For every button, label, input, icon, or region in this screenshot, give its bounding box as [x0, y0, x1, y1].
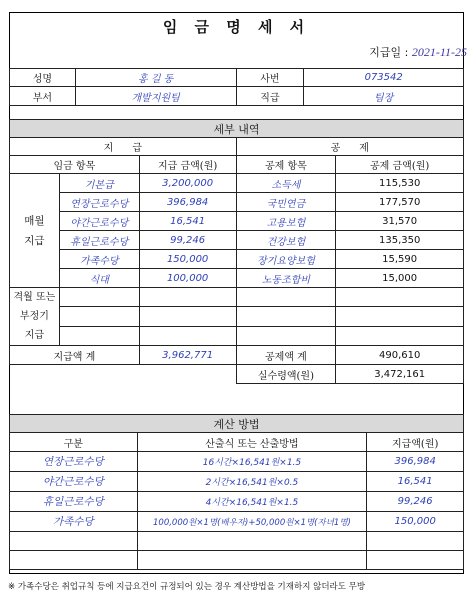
total-deduction-amount: 490,610 [336, 346, 464, 365]
empty-cell [236, 326, 336, 345]
employee-name: 홍 길 동 [75, 69, 236, 87]
deduction-item-amount: 135,350 [336, 231, 464, 250]
calc-amount: 396,984 [367, 452, 464, 472]
employee-number: 073542 [304, 69, 464, 87]
name-label: 성명 [10, 69, 76, 87]
net-pay-amount: 3,472,161 [336, 365, 464, 384]
deduction-item-column: 공제 항목 [236, 156, 336, 174]
pay-item-amount: 100,000 [139, 269, 236, 288]
detail-section-header: 세부 내역 [10, 120, 464, 138]
calc-category: 야간근로수당 [10, 472, 138, 492]
empty-cell [139, 288, 236, 307]
empty-cell [367, 551, 464, 570]
empty-cell [59, 307, 139, 326]
calc-method: 4시간×16,541원×1.5 [137, 492, 367, 512]
deduction-item-name: 국민연금 [236, 193, 336, 212]
deduction-item-amount: 115,530 [336, 174, 464, 193]
deduction-item-amount: 31,570 [336, 212, 464, 231]
calc-category: 가족수당 [10, 512, 138, 532]
empty-cell [336, 307, 464, 326]
total-pay-label: 지급액 계 [10, 346, 140, 365]
document-title: 임 금 명 세 서 [162, 18, 311, 36]
pay-header: 지 급 [10, 138, 237, 156]
calc-category: 휴일근로수당 [10, 492, 138, 512]
total-deduction-label: 공제액 계 [236, 346, 336, 365]
empty-cell [137, 551, 367, 570]
empty-cell [137, 532, 367, 551]
calculation-method-table [9, 414, 464, 570]
pay-detail-table [9, 119, 464, 384]
deduction-item-amount: 15,590 [336, 250, 464, 269]
department-label: 부서 [10, 87, 76, 106]
deduction-item-name: 건강보험 [236, 231, 336, 250]
pay-item-amount: 99,246 [139, 231, 236, 250]
department: 개발지원팀 [75, 87, 236, 106]
empty-cell [10, 551, 138, 570]
calc-method: 16시간×16,541원×1.5 [137, 452, 367, 472]
empty-cell [236, 288, 336, 307]
pay-item-amount: 16,541 [139, 212, 236, 231]
calc-amount-column: 지급액(원) [367, 433, 464, 452]
pay-item-name: 연장근로수당 [59, 193, 139, 212]
calc-method: 100,000원×1명(배우자)+50,000원×1명(자녀1명) [137, 512, 367, 532]
deduction-amount-column: 공제 금액(원) [336, 156, 464, 174]
employee-number-label: 사번 [236, 69, 304, 87]
net-pay-label: 실수령액(원) [236, 365, 336, 384]
deduction-item-amount: 177,570 [336, 193, 464, 212]
deduction-header: 공 제 [236, 138, 463, 156]
empty-cell [367, 532, 464, 551]
calc-category-column: 구분 [10, 433, 138, 452]
pay-date-value: 2021-11-25 [411, 45, 467, 59]
pay-item-name: 휴일근로수당 [59, 231, 139, 250]
empty-cell [336, 288, 464, 307]
pay-amount-column: 지급 금액(원) [139, 156, 236, 174]
pay-item-name: 식대 [59, 269, 139, 288]
pay-item-name: 가족수당 [59, 250, 139, 269]
empty-cell [139, 326, 236, 345]
rank-label: 직급 [236, 87, 304, 106]
deduction-item-name: 장기요양보험 [236, 250, 336, 269]
empty-cell [10, 365, 237, 384]
deduction-item-name: 노동조합비 [236, 269, 336, 288]
pay-item-amount: 396,984 [139, 193, 236, 212]
empty-cell [139, 307, 236, 326]
pay-item-column: 임금 항목 [10, 156, 140, 174]
employee-info-table [9, 68, 464, 106]
pay-date [369, 44, 467, 60]
deduction-item-name: 고용보험 [236, 212, 336, 231]
deduction-item-name: 소득세 [236, 174, 336, 193]
empty-cell [236, 307, 336, 326]
rank: 팀장 [304, 87, 464, 106]
empty-cell [59, 326, 139, 345]
empty-cell [336, 326, 464, 345]
pay-item-amount: 3,200,000 [139, 174, 236, 193]
calc-amount: 16,541 [367, 472, 464, 492]
empty-cell [59, 288, 139, 307]
pay-item-name: 기본급 [59, 174, 139, 193]
footnote: ※ 가족수당은 취업규칙 등에 지급요건이 규정되어 있는 경우 계산방법을 기재하지 않더라도 무방 [8, 582, 366, 592]
empty-cell [10, 532, 138, 551]
pay-item-amount: 150,000 [139, 250, 236, 269]
monthly-pay-label: 매월 지급 [10, 174, 60, 288]
calc-section-header: 계산 방법 [10, 415, 464, 433]
calc-method: 2시간×16,541원×0.5 [137, 472, 367, 492]
total-pay-amount: 3,962,771 [139, 346, 236, 365]
pay-item-name: 야간근로수당 [59, 212, 139, 231]
pay-date-label: 지급일 : [369, 46, 409, 59]
calc-method-column: 산출식 또는 산출방법 [137, 433, 367, 452]
irregular-pay-label: 격월 또는 부정기 지급 [10, 288, 60, 346]
calc-amount: 150,000 [367, 512, 464, 532]
calc-amount: 99,246 [367, 492, 464, 512]
deduction-item-amount: 15,000 [336, 269, 464, 288]
calc-category: 연장근로수당 [10, 452, 138, 472]
